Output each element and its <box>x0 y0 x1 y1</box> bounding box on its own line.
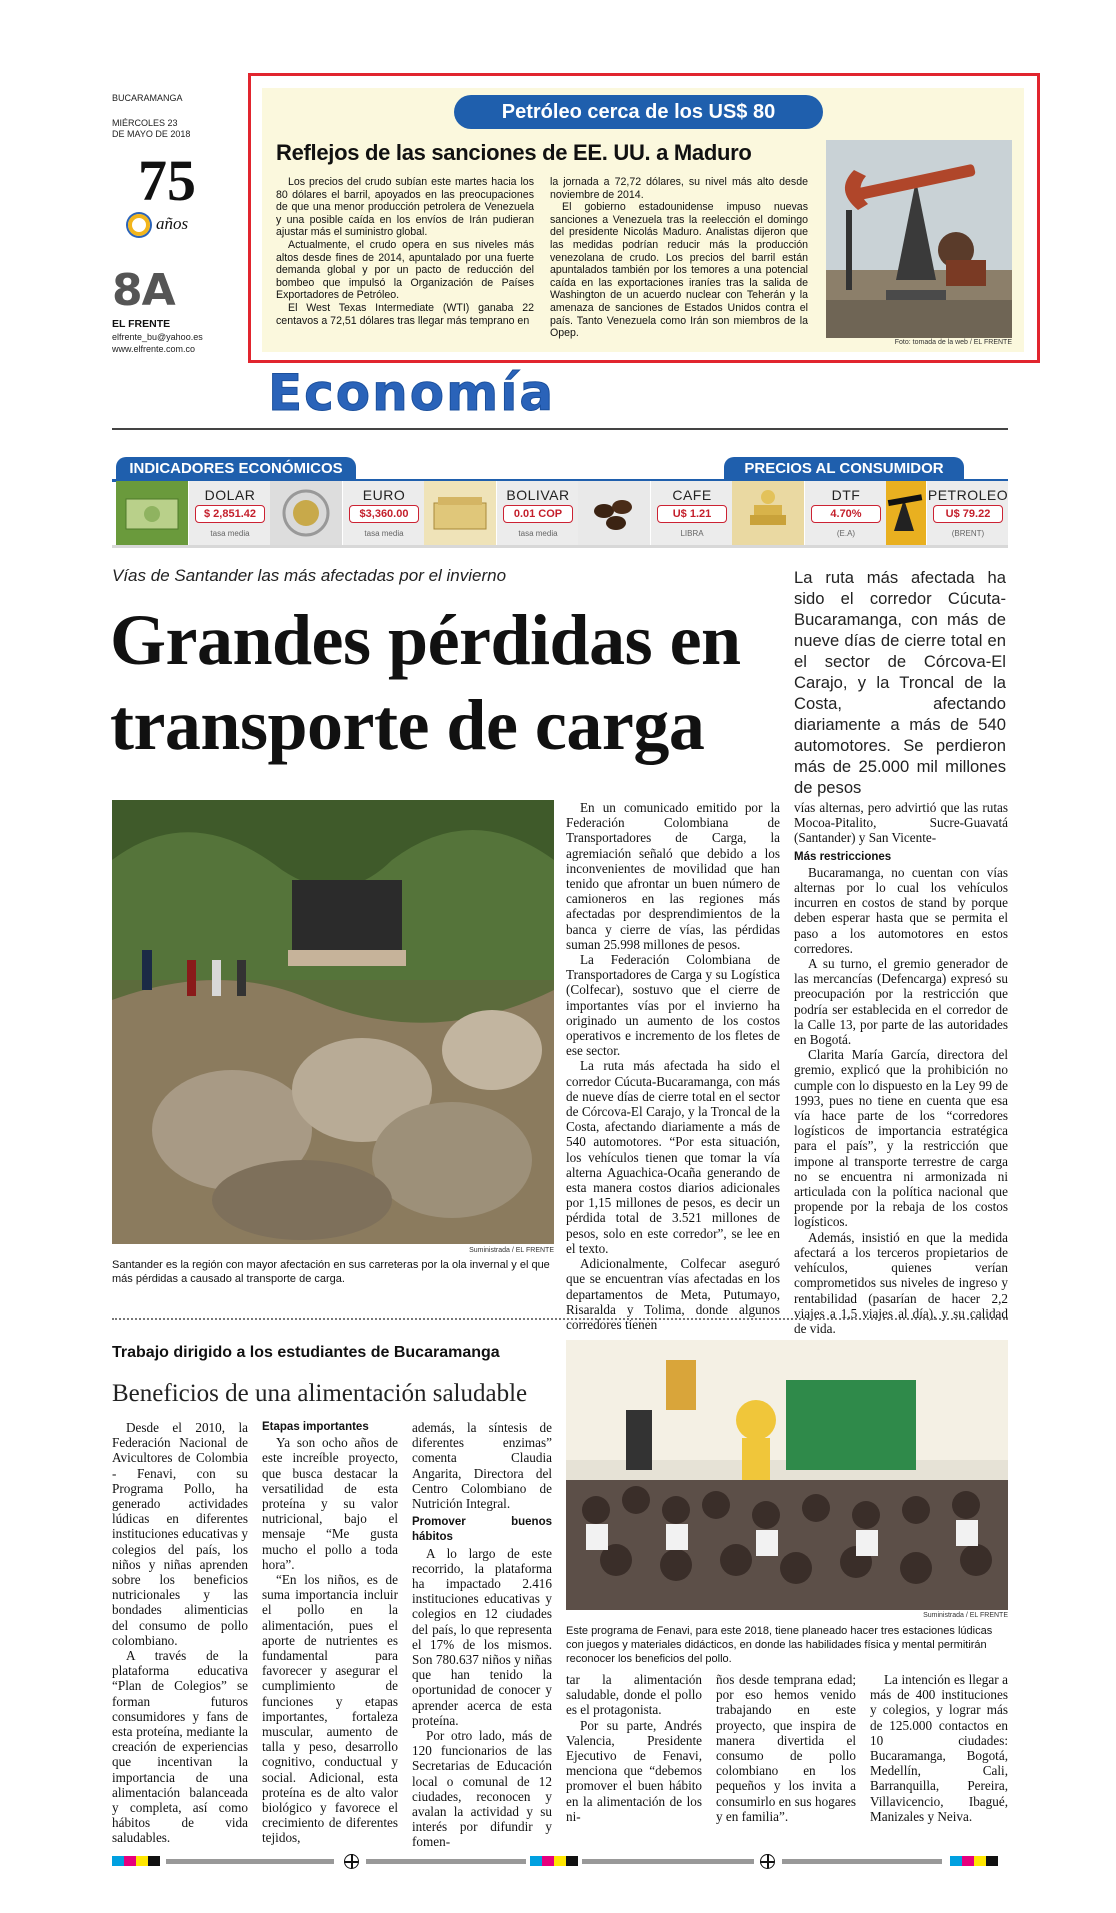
second-photo-caption: Este programa de Fenavi, para este 2018, tiene planeado hacer tres estaciones lúdicas con juegos y materiales didácticos, en donde las habilidades física y mental permitirán reconocer los beneficios del pollo. <box>566 1625 993 1665</box>
subheading: Más restricciones <box>794 850 892 863</box>
color-bar-right <box>950 1856 998 1866</box>
section-title: Economía <box>268 364 556 422</box>
page-number: 8A <box>112 265 175 316</box>
paragraph: En un comunicado emitido por la Federación Colombiana de Transportadores de Carga, la agremiación señaló que debido a los inconvenientes de movilidad que han tenido que afrontar un buen número de camioneros en las regiones más afectadas por desprendimientos de la banca y cierre de vías, las pérdidas suman 25.998 millones de pesos. <box>566 800 780 952</box>
top-paragraph: El gobierno estadounidense impuso nuevas sanciones a Venezuela tras la reelección el domingo del presidente Nicolás Maduro. Analistas dijeron que las medidas podrían reducir más la producción venezolana de crudo. Los precios del barril están apuntalados también por los temores a una potencial caída en las exportaciones iraníes tras la salida de Washington de un acuerdo nuclear con Teherán y la amenaza de sanciones de Estados Unidos contra el país. Tanto Venezuela como Irán son miembros de la Opep. <box>550 201 808 340</box>
indicator-value: $ 2,851.42 <box>195 505 265 523</box>
indicator-cafe <box>650 481 732 545</box>
subheading: Promover buenos hábitos <box>412 1516 552 1544</box>
paragraph: “En los niños, es de suma importancia incluir el pollo en la alimentación, pues el aporte de nutrientes es fundamental para favorecer y asegurar el cumplimiento de funciones y etapas importantes, fortaleza muscular, aumento de talla y peso, desarrollo cognitivo, conductual y social. Adicional, esta proteína es de alto valor biológico y favorece el crecimiento de diferentes tejidos, <box>262 1572 398 1846</box>
indicator-name: DTF <box>831 487 861 503</box>
second-photo-credit: Suministrada / EL FRENTE <box>923 1612 1008 1619</box>
date-line-1: MIÉRCOLES 23 <box>112 118 178 128</box>
paper-name: EL FRENTE <box>112 318 171 330</box>
gold-coins-icon <box>732 481 804 545</box>
color-bar-center <box>530 1856 578 1866</box>
second-story-column-1 <box>112 1420 248 1846</box>
paragraph: A lo largo de este recorrido, la plataforma ha impactado 2.416 instituciones educativas y colegios en 12 ciudades del país, lo que representa el 17% de los mismos. Son 780.637 niños y niñas que han tenido la oportunidad de conocer y aprender acerca de esta proteína. <box>412 1545 552 1728</box>
indicator-note: tasa media <box>210 529 250 538</box>
top-story-banner: Petróleo cerca de los US$ 80 <box>454 95 823 129</box>
top-paragraph: Actualmente, el crudo opera en sus niveles más altos desde fines de 2014, apuntalado por una fuerte demanda global y por un pacto de reducción del bombeo que impulsó la Organización de Países Exportadores de Petróleo. <box>276 238 534 302</box>
indicator-note: (BRENT) <box>951 529 985 538</box>
city-label: BUCARAMANGA <box>112 93 183 103</box>
bolivar-bills-icon <box>424 481 496 545</box>
anniversary-logo <box>128 150 218 245</box>
contact-email[interactable]: elfrente_bu@yahoo.es <box>112 332 203 342</box>
gray-bar <box>782 1859 942 1864</box>
indicator-note: (E.A) <box>836 529 856 538</box>
indicator-name: PETROLEO <box>927 487 1009 503</box>
top-story-column-2 <box>550 176 808 340</box>
indicator-euro <box>342 481 424 545</box>
main-photo-caption: Santander es la región con mayor afectación en sus carreteras por la ola invernal y el que más pérdidas a causado al transporte de carga. <box>112 1259 550 1285</box>
second-story-column-5 <box>716 1672 856 1824</box>
main-story-title-line-1: Grandes pérdidas en <box>110 600 741 680</box>
indicator-value: 4.70% <box>811 505 881 523</box>
top-paragraph: la jornada a 72,72 dólares, su nivel más alto desde noviembre de 2014. <box>550 176 808 201</box>
indicator-note: tasa media <box>518 529 558 538</box>
main-story-column-1 <box>566 800 780 1332</box>
consumer-prices-tab: PRECIOS AL CONSUMIDOR <box>724 457 964 481</box>
story-divider <box>112 1318 1008 1320</box>
second-story-column-6 <box>870 1672 1008 1824</box>
top-story-column-1 <box>276 176 534 327</box>
classroom-photo <box>566 1340 1008 1610</box>
second-story-title: Beneficios de una alimentación saludable <box>112 1380 528 1407</box>
paragraph: ños desde temprana edad; por eso hemos venido trabajando en este proyecto, que inspira de manera divertida el consumo de pollo colombiano en los pequeños y los invita a consumirlo en sus hogares y en familia”. <box>716 1672 856 1824</box>
paragraph: Por su parte, Andrés Valencia, Presidente Ejecutivo de Fenavi, menciona que “debemos promover el buen hábito en la alimentación de los ni- <box>566 1717 702 1824</box>
indicator-value: 0.01 COP <box>503 505 573 523</box>
indicator-petroleo <box>926 481 1008 545</box>
top-story-title: Reflejos de las sanciones de EE. UU. a Maduro <box>276 140 752 165</box>
indicator-name: DOLAR <box>204 487 256 503</box>
indicators-tab: INDICADORES ECONÓMICOS <box>116 457 356 481</box>
registration-mark <box>344 1854 359 1869</box>
main-photo-credit: Suministrada / EL FRENTE <box>469 1247 554 1254</box>
main-story-deck: La ruta más afectada ha sido el corredor Cúcuta-Bucaramanga, con más de nueve días de cierre total en el sector de Córcova-El Carajo, y la Troncal de la Costa, afectando diariamente a más de 540 automotores. Se perdieron más de 25.000 mil millones de pesos <box>794 568 1006 797</box>
landslide-photo <box>112 800 554 1244</box>
top-photo-credit: Foto: tomada de la web / EL FRENTE <box>894 339 1012 346</box>
indicators-bottom-bar <box>112 545 1008 548</box>
indicator-note: LIBRA <box>680 529 704 538</box>
indicator-name: CAFE <box>672 487 712 503</box>
gray-bar <box>366 1859 526 1864</box>
paragraph: La Federación Colombiana de Transportadores de Carga y su Logística (Colfecar), sostuvo que el cierre de importantes vías por el invierno ha originado un aumento de los costos operativos e incremento de los fletes de ese sector. <box>566 952 780 1059</box>
paragraph: Además, insistió en que la medida afectará a los terceros propietarios de vehículos, quienes verían comprometidos sus niveles de ingreso y rentabilidad (pasarían de hacer 2,2 viajes a 1,5 viajes al día), y su calidad de vida. <box>794 1229 1008 1336</box>
top-paragraph: Los precios del crudo subían este martes hacia los 80 dólares el barril, apoyados en las preocupaciones de que una menor producción petrolera de Venezuela y una posible caída en los envíos de Irán pudieran ajustar más el suministro global. <box>276 176 534 239</box>
paragraph: A su turno, el gremio generador de las mercancías (Defencarga) expresó su preocupación por la restricción que podría ser establecida en el corredor de la Calle 13, por parte de las autoridades en Bogotá. <box>794 956 1008 1048</box>
main-story-title-line-2: transporte de carga <box>110 685 705 765</box>
indicator-value: U$ 1.21 <box>657 505 727 523</box>
indicator-dtf <box>804 481 886 545</box>
top-paragraph: El West Texas Intermediate (WTI) ganaba 22 centavos a 72,51 dólares tras llegar más temprano en <box>276 301 534 327</box>
indicator-value: U$ 79.22 <box>933 505 1003 523</box>
paragraph: Clarita María García, directora del gremio, explicó que la prohibición no cumple con lo dispuesto en la Ley 99 de 1993, pues no tiene en cuenta que esa vía hace parte de los “corredores logísticos de importancia estratégica para el país”, y la restricción que impone al transporte terrestre de carga no se encuentra ni armonizada ni articulada con la política nacional que propende por la rebaja de los costos logísticos. <box>794 1047 1008 1230</box>
anniversary-number: 75 <box>138 148 196 213</box>
paragraph: A través de la plataforma educativa “Plan de Colegios” se forman futuros consumidores y fans de esta proteína, mediante la creación de experiencias que incentivan la importancia de una alimentación balanceada y completa, así como hábitos de vida saludables. <box>112 1648 248 1846</box>
indicator-dolar <box>188 481 270 545</box>
paragraph: Bucaramanga, no cuentan con vías alternas por lo cual los vehículos incurren en costos de stand by porque deben esperar hasta que se permita el paso a los automotores en estos corredores. <box>794 864 1008 956</box>
website-link[interactable]: www.elfrente.com.co <box>112 344 196 354</box>
second-story-column-4 <box>566 1672 702 1824</box>
paragraph: tar la alimentación saludable, donde el pollo es el protagonista. <box>566 1672 702 1718</box>
gray-bar <box>582 1859 754 1864</box>
indicator-bolivar <box>496 481 578 545</box>
paragraph: La ruta más afectada ha sido el corredor Cúcuta-Bucaramanga, con más de nueve días de cierre total en el sector de Córcova-El Carajo, y la Troncal de la Costa, afectando diariamente a más de 540 automotores. “Por esta situación, los vehículos tienen que tomar la vía alterna Aguachica-Ocaña generando de esta manera costos diarios adicionales por 1,15 millones de pesos, es decir un pérdida total de 3.521 millones de pesos, solo en este corredor”, se lee en el texto. <box>566 1058 780 1256</box>
section-rule <box>112 428 1008 430</box>
anniversary-word: años <box>156 214 189 233</box>
registration-mark <box>760 1854 775 1869</box>
coffee-beans-icon <box>578 481 650 545</box>
film-reel-icon <box>128 214 150 236</box>
indicator-value: $3,360.00 <box>349 505 419 523</box>
paragraph: Adicionalmente, Colfecar aseguró que se encuentran vías afectadas en los departamentos de Meta, Putumayo, Risaralda y Tolima, donde algunos corredores tienen <box>566 1256 780 1332</box>
main-story-kicker: Vías de Santander las más afectadas por el invierno <box>112 566 507 585</box>
paragraph: vías alternas, pero advirtió que las rutas Mocoa-Pitalito, Sucre-Guavatá (Santander) y San Vicente- <box>794 800 1008 846</box>
indicator-note: tasa media <box>364 529 404 538</box>
subheading: Etapas importantes <box>262 1421 369 1433</box>
color-bar-left <box>112 1856 160 1866</box>
paragraph: Por otro lado, más de 120 funcionarios de las Secretarias de Educación local o comunal de 12 ciudades, reconocen y avalan la actividad y su interés por difundir y fomen- <box>412 1728 552 1850</box>
paragraph: además, la síntesis de diferentes enzimas” comenta Claudia Angarita, Directora del Centro Colombiano de Nutrición Integral. <box>412 1420 552 1512</box>
paragraph: Ya son ocho años de este increíble proyecto, que busca destacar la versatilidad de esta proteína y su valor nutricional, bajo el mensaje “Me gusta mucho el pollo a toda hora”. <box>262 1435 398 1572</box>
second-story-kicker: Trabajo dirigido a los estudiantes de Bucaramanga <box>112 1344 500 1361</box>
oil-pump-photo <box>826 140 1012 338</box>
gray-bar <box>166 1859 334 1864</box>
euro-coin-icon <box>270 481 342 545</box>
indicator-name: BOLIVAR <box>506 487 570 503</box>
main-story-column-2 <box>794 800 1008 1336</box>
second-story-column-3 <box>412 1420 552 1850</box>
paragraph: La intención es llegar a más de 400 instituciones y colegios, y lograr más de 125.000 contactos en 10 ciudades: Bucaramanga, Bogotá, Medellín, Cali, Barranquilla, Pereira, Villavicencio, Ibagué, Manizales y Neiva. <box>870 1672 1008 1824</box>
indicator-name: EURO <box>362 487 406 503</box>
dollar-bills-icon <box>116 481 188 545</box>
oil-pumpjack-icon <box>886 481 926 545</box>
second-story-column-2 <box>262 1420 398 1846</box>
paragraph: Desde el 2010, la Federación Nacional de Avicultores de Colombia - Fenavi, con su Programa Pollo, ha generado actividades lúdicas en diferentes instituciones educativas y colegios del país, los niños y niñas aprenden sobre los beneficios nutricionales y las bondades alimenticias del consumo de pollo colombiano. <box>112 1420 248 1648</box>
date-line-2: DE MAYO DE 2018 <box>112 129 191 139</box>
